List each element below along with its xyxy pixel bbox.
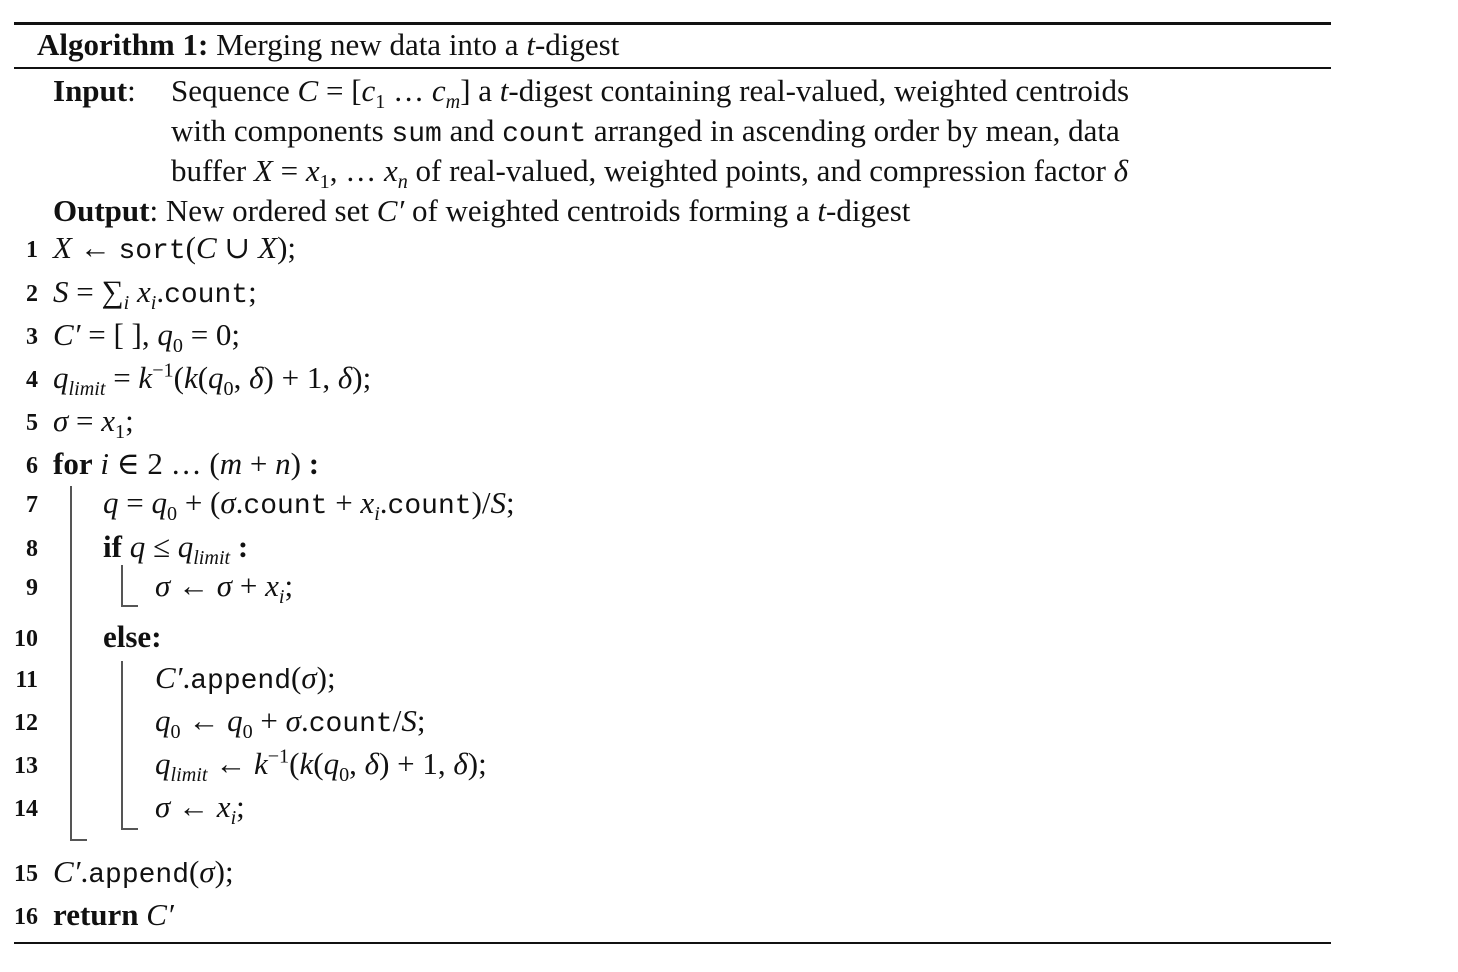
input-line-2: with components sum and count arranged in ascending order by mean, data — [171, 113, 1120, 150]
top-rule — [14, 22, 1331, 25]
else-block-bar — [121, 661, 123, 830]
code-line-13: $q_{limit}$ ← $k^{-1}(k(q_0$, δ) + 1, δ); — [155, 745, 487, 787]
bottom-rule — [14, 942, 1331, 944]
else-block-foot — [121, 828, 138, 830]
code-line-16: return C′ — [53, 897, 174, 932]
output-row: Output: New ordered set C′ of weighted centroids forming a t-digest — [53, 193, 911, 228]
algorithm-caption — [37, 27, 619, 63]
line-number: 13 — [14, 753, 38, 779]
line-number: 7 — [26, 492, 38, 518]
algorithm-title: Merging new data into a t-digest — [216, 27, 620, 62]
line-number: 14 — [14, 796, 38, 822]
code-line-7: $q = q_0$ + (σ.count + $x_i.count)/S$; — [103, 485, 515, 526]
code-line-2: $S = \sum_i$ $x_i.count$; — [53, 274, 257, 315]
input-line-3: buffer $X = x_1$, … $x_n$ of real-valued, weighted points, and compression factor δ — [171, 153, 1129, 194]
line-number: 15 — [14, 861, 38, 887]
code-line-10: else: — [103, 619, 162, 654]
line-number: 4 — [26, 367, 38, 393]
code-line-14: σ ← $x_i$; — [155, 789, 245, 830]
line-number: 8 — [26, 536, 38, 562]
for-block-bar — [70, 486, 72, 841]
code-line-6: for i ∈ 2 … (m + n) : — [53, 446, 320, 481]
input-line-1: Sequence $C = [c_1$ … $c_m$] a t-digest containing real-valued, weighted centroids — [171, 73, 1130, 114]
code-line-5: $\sigma = x_1$; — [53, 403, 134, 444]
line-number: 2 — [26, 281, 38, 307]
code-line-11: C′.append(σ); — [155, 660, 336, 697]
code-line-12: $q_0$ ← $q_0$ + σ.count/S; — [155, 703, 426, 744]
line-number: 1 — [26, 237, 38, 263]
line-number: 5 — [26, 410, 38, 436]
line-number: 3 — [26, 324, 38, 350]
line-number: 6 — [26, 453, 38, 479]
code-line-9: σ ← $\sigma + x_i$; — [155, 568, 294, 609]
line-number: 9 — [26, 575, 38, 601]
line-number: 10 — [14, 626, 38, 652]
code-line-3: C′ = [ ], $q_0 = 0$; — [53, 317, 241, 358]
code-line-8: if $q \le q_{limit}$ : — [103, 529, 249, 570]
if-block-foot — [121, 605, 138, 607]
line-number: 11 — [15, 667, 38, 693]
line-number: 16 — [14, 904, 38, 930]
if-block-bar — [121, 565, 123, 607]
code-line-4: $q_{limit} = k^{-1}(k(q_0$, δ) + 1, δ); — [53, 359, 372, 401]
for-block-foot — [70, 839, 87, 841]
line-number: 12 — [14, 710, 38, 736]
algorithm-label: Algorithm 1: — [37, 27, 209, 62]
code-line-15: C′.append(σ); — [53, 854, 234, 891]
input-label: Input: — [53, 73, 136, 108]
code-line-1: X ← sort(C ∪ X); — [53, 230, 297, 267]
caption-rule — [14, 67, 1331, 69]
